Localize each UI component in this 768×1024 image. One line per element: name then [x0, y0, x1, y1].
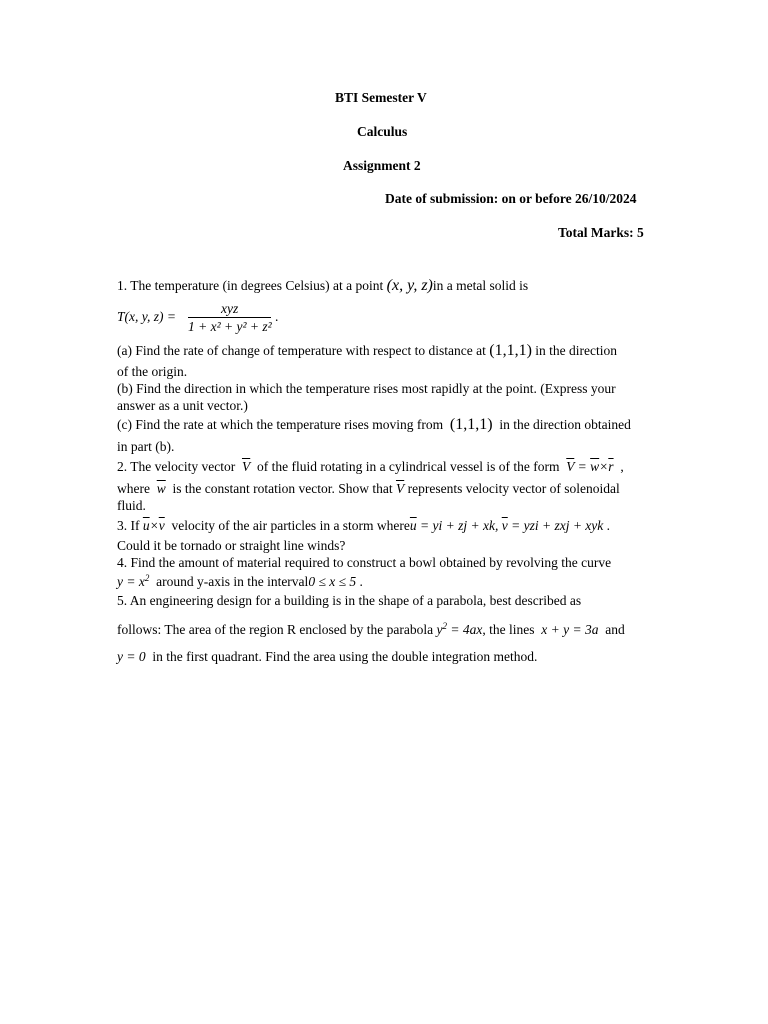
q1c-line2: in part (b). — [117, 439, 175, 454]
q5-line2: follows: The area of the region R enclosed by the parabola $y^2 = 4ax$, the lines x + y = 3a and — [117, 621, 625, 637]
q1-intro: 1. The temperature (in degrees Celsius) at a point (x, y, z)in a metal solid is — [117, 277, 529, 294]
q3-vectors-math: $\overline{u}$ = yi + zj + xk, $\overline{v}$ = yzi + zxj + xyk — [409, 518, 604, 533]
q3-line2: Could it be tornado or straight line winds? — [117, 538, 346, 553]
q5-line1: 5. An engineering design for a building is in the shape of a parabola, best described as — [117, 593, 582, 608]
semester-title: BTI Semester V — [335, 90, 427, 105]
q4-line1: 4. Find the amount of material required to construct a bowl obtained by revolving the curve — [117, 555, 612, 570]
q1b-line1: (b) Find the direction in which the temperature rises most rapidly at the point. (Express your — [117, 381, 616, 396]
formula-numerator: xyz — [221, 301, 239, 316]
q1-point-math: (x, y, z) — [386, 277, 433, 294]
assignment-title: Assignment 2 — [343, 158, 421, 173]
q4-interval-math: 0 ≤ x ≤ 5 — [308, 574, 357, 589]
q1c-point: (1,1,1) — [449, 416, 493, 433]
q1a-line2: of the origin. — [117, 364, 188, 379]
q4-line2: $y = x^2$ around y-axis in the interval0 ≤ x ≤ 5 . — [117, 573, 363, 589]
formula-lhs: T(x, y, z) = — [117, 309, 176, 324]
q2-line3: fluid. — [117, 498, 146, 513]
q2-form-math: $\overline{V} = \overline{w}\times\overline{r}$ — [566, 459, 614, 474]
q5-parabola-math: $y^2 = 4ax$ — [436, 621, 483, 637]
q3-line1: 3. If $\overline{u}\times\overline{v}$ velocity of the air particles in a storm $where\overline{u}$ = yi + zj + xk, $\overline{v}$ = yzi + zxj + xyk . — [117, 518, 611, 533]
formula-denominator: 1 + x² + y² + z² — [188, 319, 272, 334]
q5-line3: y = 0 in the first quadrant. Find the area using the double integration method. — [117, 649, 538, 664]
course-title: Calculus — [357, 124, 408, 139]
q1a-point: (1,1,1) — [489, 342, 532, 359]
q1a-line1: (a) Find the rate of change of temperature with respect to distance at (1,1,1) in the direction — [117, 342, 617, 359]
q2-line1: 2. The velocity vector $\overline{V}$ of the fluid rotating in a cylindrical vessel is of the form $\overline{V} = \overline{w}\times\overline{r}$ , — [117, 459, 624, 474]
q2-line2: where $\overline{w}$ is the constant rotation vector. Show that $\overline{V}$ represents velocity vector of solenoidal — [117, 481, 620, 496]
q1b-line2: answer as a unit vector.) — [117, 398, 248, 413]
q4-curve-math: $y = x^2$ — [117, 573, 150, 589]
q1c-line1: (c) Find the rate at which the temperature rises moving from (1,1,1) in the direction obtained — [117, 416, 631, 433]
q5-line-math: x + y = 3a — [541, 622, 599, 637]
submission-date: Date of submission: on or before 26/10/2024 — [385, 191, 637, 206]
q5-axis-math: y = 0 — [117, 649, 146, 664]
total-marks: Total Marks: 5 — [558, 225, 644, 240]
